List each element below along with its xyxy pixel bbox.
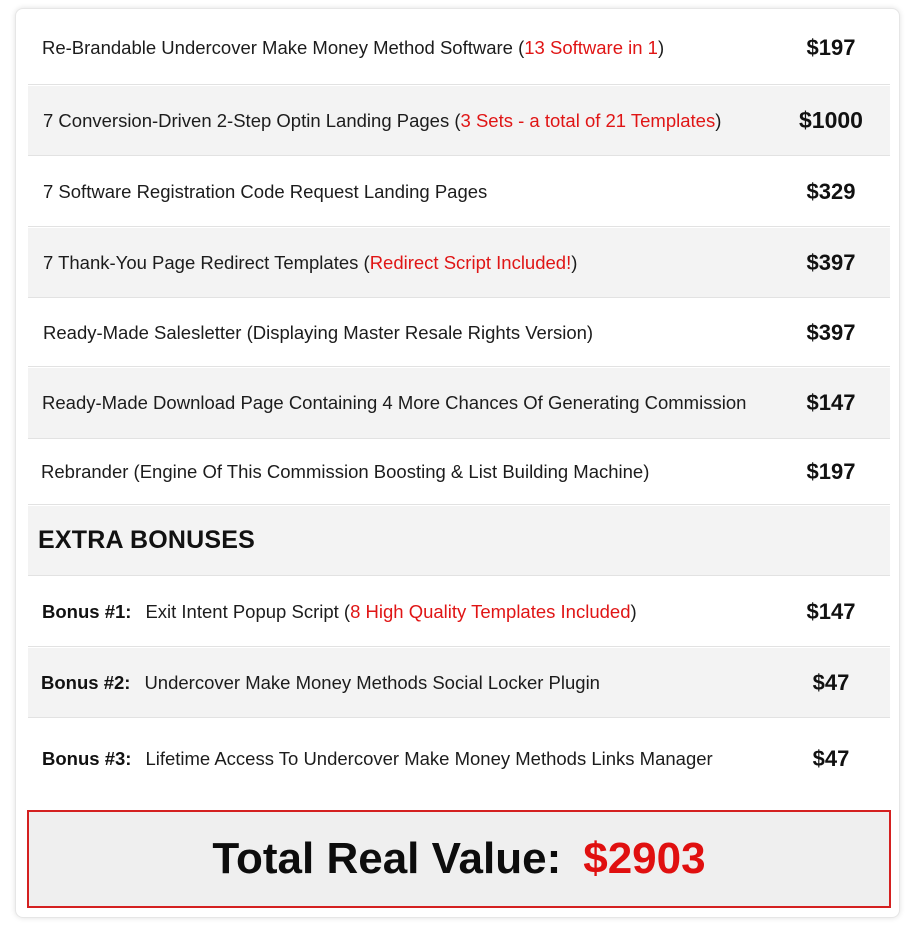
item-highlight: 13 Software in 1 — [524, 36, 658, 58]
bonus-text: Undercover Make Money Methods Social Locker Plugin — [144, 671, 600, 693]
bonus-label: Bonus #1: — [42, 600, 132, 622]
bonus-row-2 — [28, 648, 890, 718]
bonus-price: $147 — [806, 598, 856, 624]
bonus-label: Bonus #3: — [42, 748, 132, 769]
bonus-row-1 — [28, 577, 890, 647]
bonus-text: Lifetime Access To Undercover Make Money Methods Links Manager — [145, 748, 713, 769]
total-value-box — [27, 810, 891, 908]
extra-bonuses-heading: EXTRA BONUSES — [38, 526, 255, 554]
item-row-6 — [28, 368, 890, 439]
item-price: $147 — [806, 390, 856, 415]
total-amount: $2903 — [583, 834, 706, 883]
item-text-end: ) — [715, 109, 722, 131]
item-text: Re-Brandable Undercover Make Money Method Software ( — [42, 36, 525, 58]
item-price: $1000 — [799, 107, 863, 133]
item-description — [43, 86, 721, 155]
bonus-text-end: ) — [630, 600, 637, 622]
bonus-description — [42, 577, 637, 646]
item-row-3 — [28, 157, 890, 227]
item-price: $197 — [806, 459, 856, 484]
item-text: Rebrander (Engine Of This Commission Boosting & List Building Machine) — [41, 461, 650, 482]
item-row-2 — [28, 86, 890, 156]
item-text: 7 Software Registration Code Request Landing Pages — [43, 180, 488, 202]
item-text-end: ) — [657, 36, 665, 58]
bonus-price: $47 — [812, 669, 850, 695]
item-text: 7 Thank-You Page Redirect Templates ( — [43, 251, 370, 273]
item-description — [41, 440, 649, 504]
item-price: $329 — [806, 178, 856, 204]
item-row-5 — [28, 299, 890, 367]
value-stack-card — [15, 8, 900, 918]
bonus-row-3 — [28, 719, 890, 799]
extra-bonuses-header — [28, 506, 890, 576]
item-description — [42, 368, 746, 438]
item-row-1 — [28, 11, 890, 85]
item-highlight: Redirect Script Included! — [369, 251, 572, 273]
item-price: $397 — [806, 249, 856, 275]
item-text: Ready-Made Salesletter (Displaying Master Resale Rights Version) — [43, 321, 594, 343]
item-price: $197 — [806, 34, 856, 60]
item-highlight: 3 Sets - a total of 21 Templates — [460, 109, 716, 131]
bonus-highlight: 8 High Quality Templates Included — [350, 600, 631, 622]
item-row-4 — [28, 228, 890, 298]
bonus-label: Bonus #2: — [41, 671, 131, 693]
bonus-text: Exit Intent Popup Script ( — [145, 600, 351, 622]
item-text-end: ) — [571, 251, 578, 273]
item-text: 7 Conversion-Driven 2-Step Optin Landing Pages ( — [43, 109, 461, 131]
item-row-7 — [28, 440, 890, 505]
item-description — [43, 228, 577, 297]
bonus-description — [41, 648, 600, 717]
bonus-description — [42, 719, 713, 799]
item-text: Ready-Made Download Page Containing 4 More Chances Of Generating Commission — [42, 392, 747, 413]
bonus-price: $47 — [812, 746, 850, 771]
total-label: Total Real Value: — [212, 834, 562, 883]
item-price: $397 — [806, 319, 856, 345]
item-description — [42, 11, 664, 84]
item-description — [43, 157, 487, 226]
item-description — [43, 299, 593, 366]
